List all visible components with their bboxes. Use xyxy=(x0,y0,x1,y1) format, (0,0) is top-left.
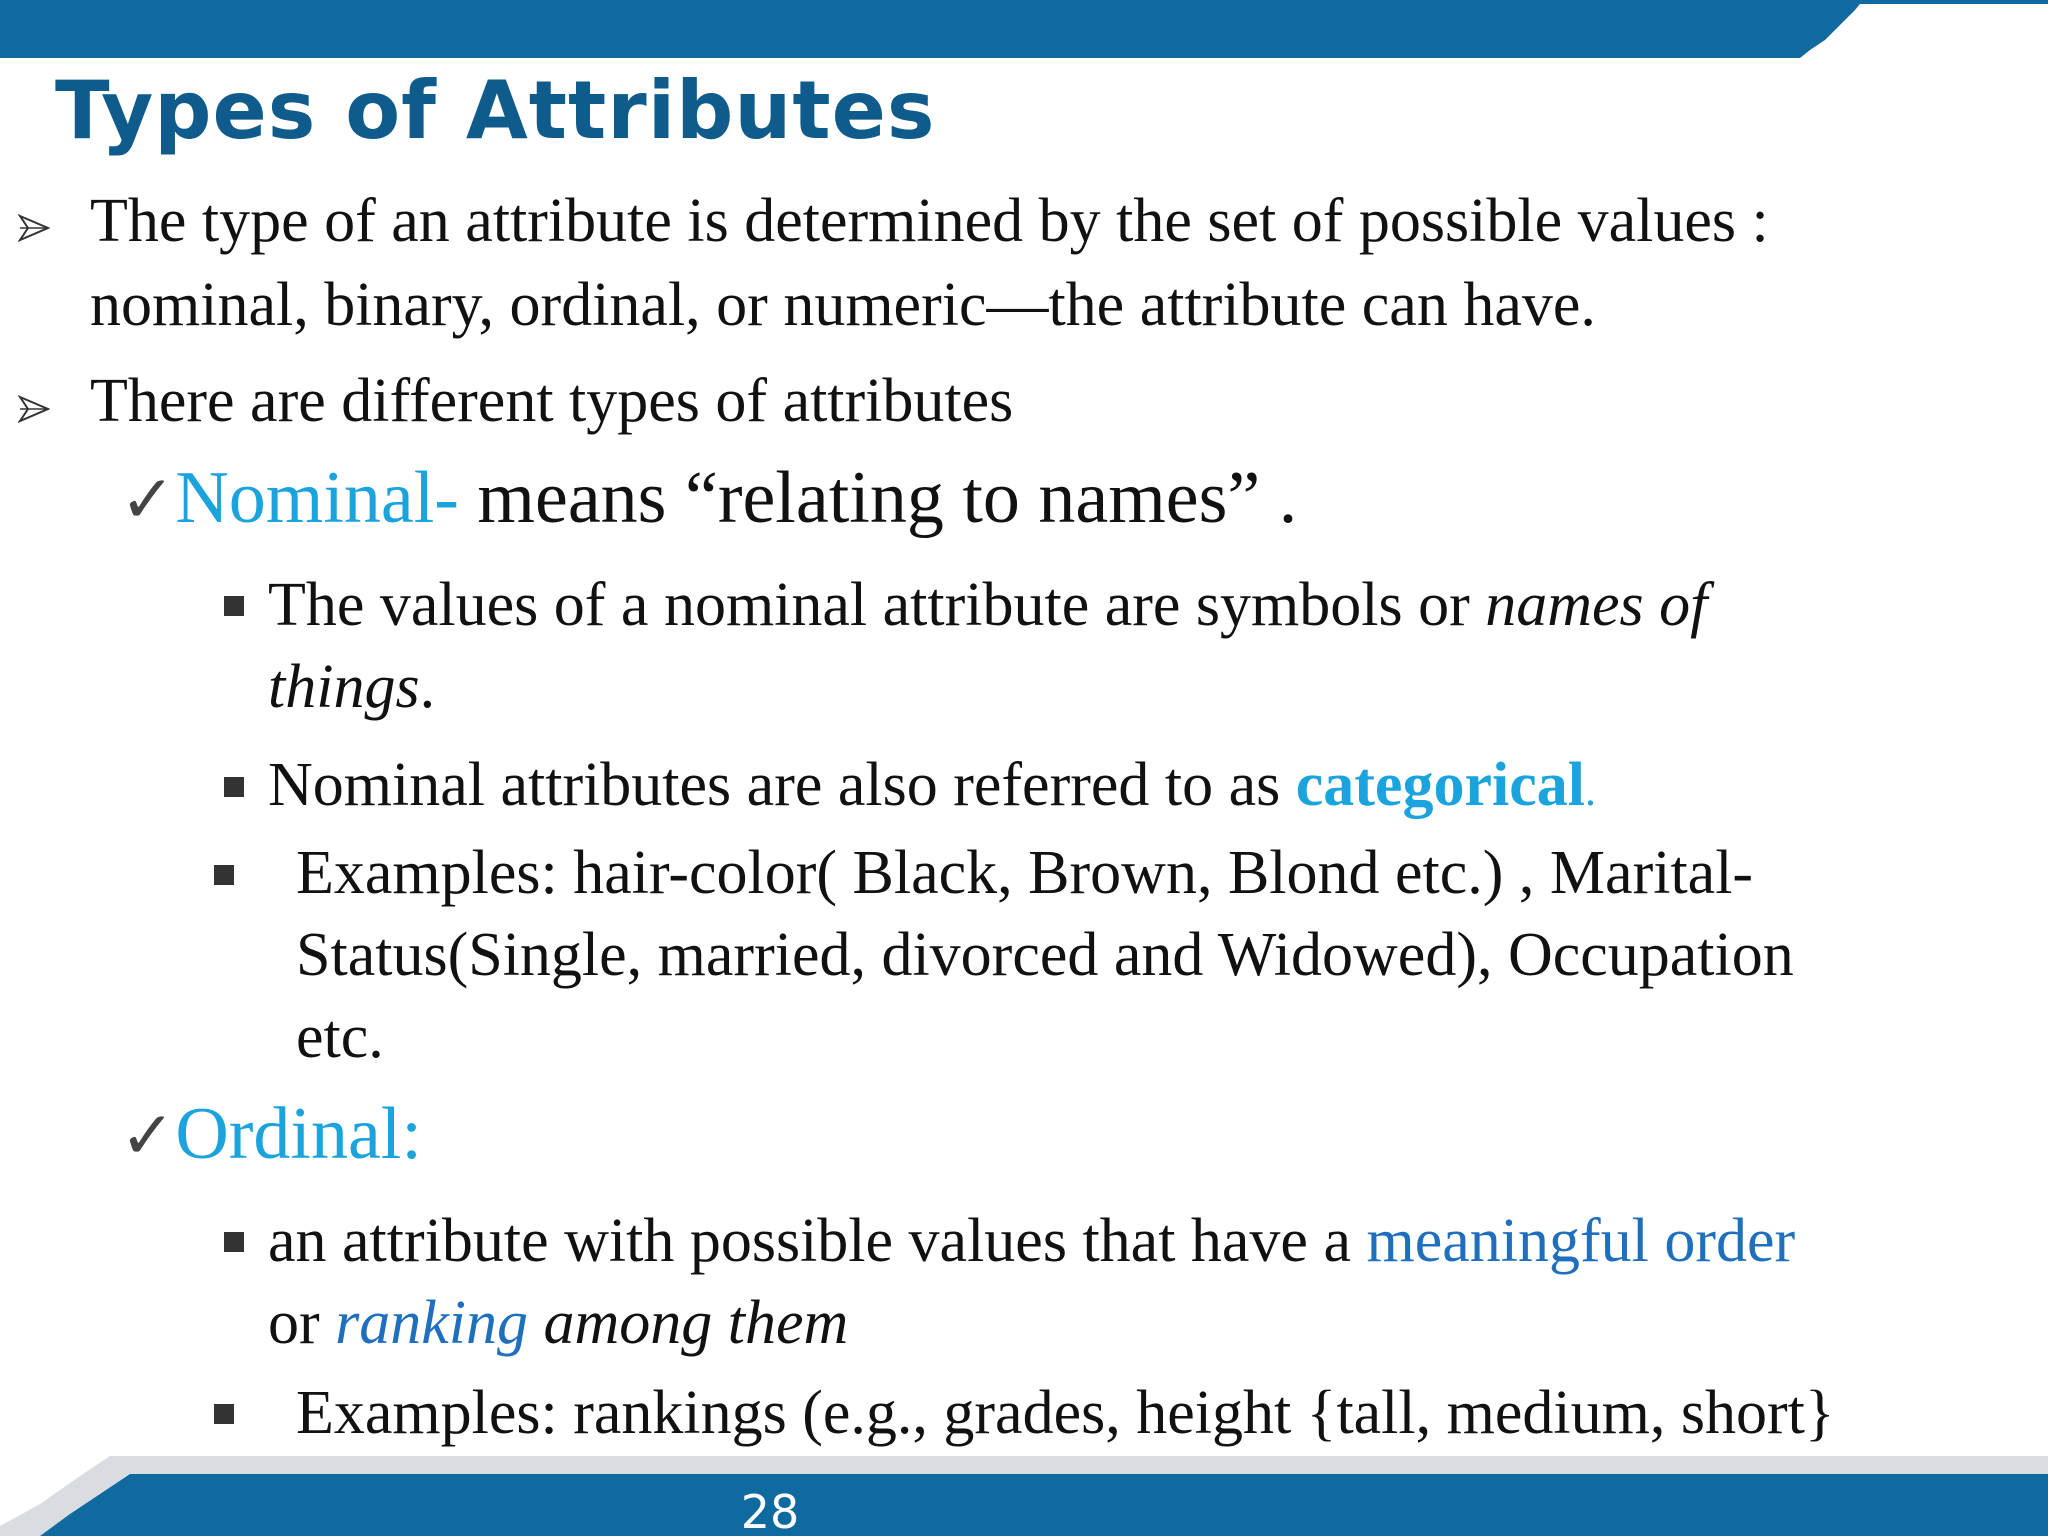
ordinal-examples: Examples: rankings (e.g., grades, height {tall, medium, short} xyxy=(296,1379,1835,1447)
square-bullet-icon xyxy=(214,865,234,885)
bullet1-line1: The type of an attribute is determined by the set of possible values : xyxy=(90,187,1769,255)
ordinal-point1-text: an attribute with possible values that have a xyxy=(268,1207,1367,1275)
nominal-point1-italic: names of xyxy=(1485,571,1708,639)
ordinal-term: Ordinal: xyxy=(175,1093,422,1175)
ordinal-heading xyxy=(120,1092,422,1177)
nominal-point2-period: . xyxy=(1584,766,1596,815)
bullet1-line2: nominal, binary, ordinal, or numeric—the attribute can have. xyxy=(90,271,1596,339)
slide-title: Types of Attributes xyxy=(55,64,936,157)
arrow-bullet-icon xyxy=(18,393,50,425)
nominal-point1-period: . xyxy=(419,653,436,721)
categorical-term: categorical xyxy=(1295,751,1585,819)
nominal-examples-line1: Examples: hair-color( Black, Brown, Blond etc.) , Marital- xyxy=(296,839,1754,907)
ordinal-point1-italic: among them xyxy=(528,1289,849,1357)
bullet2-text: There are different types of attributes xyxy=(90,367,1014,435)
nominal-desc: means “relating to names” . xyxy=(458,457,1298,539)
nominal-point1-text: The values of a nominal attribute are symbols or xyxy=(268,571,1486,639)
ordinal-point1 xyxy=(268,1206,1795,1277)
ranking-term: ranking xyxy=(335,1289,529,1357)
nominal-point1-cont xyxy=(268,652,435,723)
checkmark-icon: ✓ xyxy=(120,464,176,537)
top-banner xyxy=(0,0,2048,60)
nominal-point1 xyxy=(268,570,1707,641)
ordinal-point1-or: or xyxy=(268,1289,336,1357)
nominal-examples-line2: Status(Single, married, divorced and Widowed), Occupation xyxy=(296,921,1794,989)
square-bullet-icon xyxy=(214,1404,234,1424)
arrow-bullet-icon xyxy=(18,212,50,244)
checkmark-icon: ✓ xyxy=(120,1100,176,1173)
nominal-heading xyxy=(120,456,1297,541)
ordinal-point1-cont xyxy=(268,1288,848,1359)
nominal-examples-line3: etc. xyxy=(296,1003,384,1071)
nominal-term: Nominal- xyxy=(175,457,459,539)
nominal-point2 xyxy=(268,750,1596,821)
nominal-point1-italic2: things xyxy=(268,653,420,721)
meaningful-order-term: meaningful order xyxy=(1366,1207,1796,1275)
square-bullet-icon xyxy=(224,596,244,616)
square-bullet-icon xyxy=(224,777,244,797)
page-number: 28 xyxy=(740,1485,800,1539)
nominal-point2-text: Nominal attributes are also referred to as xyxy=(268,751,1296,819)
square-bullet-icon xyxy=(224,1232,244,1252)
